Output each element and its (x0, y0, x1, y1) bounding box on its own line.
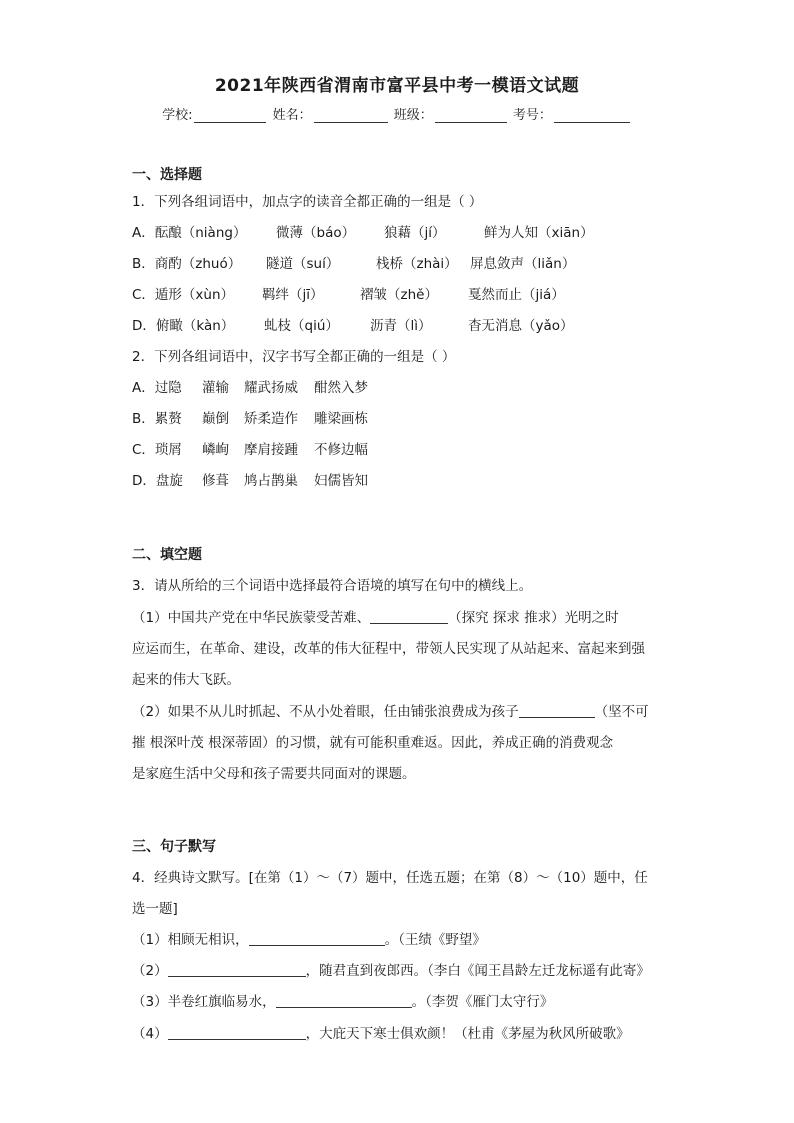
class-label: 班级： (393, 108, 433, 123)
exam-no-blank[interactable] (554, 108, 630, 123)
q4-item-2: （2） ，随君直到夜郎西。（李白《闻王昌龄左迁龙标遥有此寄》 (132, 963, 650, 979)
q4-item-3-blank[interactable] (276, 993, 412, 1008)
q3-part2-line2: 摧 根深叶茂 根深蒂固）的习惯，就有可能积重难返。因此，养成正确的消费观念 (132, 735, 614, 751)
question-2-stem: 2．下列各组词语中，汉字书写全都正确的一组是（ ） (132, 349, 456, 365)
q4-item-3: （3）半卷红旗临易水， 。（李贺《雁门太守行》 (132, 994, 554, 1010)
name-label: 姓名： (272, 108, 312, 123)
question-4-line2: 选一题] (132, 901, 178, 917)
q1-option-d[interactable]: D．俯瞰（kàn） 虬枝（qiú） 沥青（lì） 杳无消息（yǎo） (132, 318, 574, 334)
student-info-row (0, 104, 794, 123)
q1-option-b[interactable]: B．商酌（zhuó） 隧道（suí） 栈桥（zhài） 屏息敛声（liǎn） (132, 256, 576, 272)
q4-item-4: （4） ，大庇天下寒士俱欢颜！（杜甫《茅屋为秋风所破歌》 (132, 1026, 630, 1042)
school-blank[interactable] (194, 108, 266, 123)
section-heading-fill: 二、填空题 (132, 547, 202, 563)
q3-part2-blank[interactable] (519, 703, 595, 718)
exam-no-label: 考号： (512, 108, 552, 123)
question-3-stem: 3．请从所给的三个词语中选择最符合语境的填写在句中的横线上。 (132, 578, 533, 594)
q2-option-d[interactable]: D．盘旋 修葺 鸠占鹊巢 妇儒皆知 (132, 473, 368, 489)
q3-part1-line1: （1）中国共产党在中华民族蒙受苦难、 （探究 探求 推求）光明之时 (132, 610, 619, 626)
section-heading-recite: 三、句子默写 (132, 839, 216, 855)
q1-option-c[interactable]: C．遁形（xùn） 羁绊（jī） 褶皱（zhě） 戛然而止（jiá） (132, 287, 565, 303)
q3-part1-line2: 应运而生，在革命、建设，改革的伟大征程中，带领人民实现了从站起来、富起来到强 (132, 641, 645, 657)
q4-item-1-blank[interactable] (249, 931, 385, 946)
q4-item-1: （1）相顾无相识， 。（王绩《野望》 (132, 932, 486, 948)
q3-part2-line1: （2）如果不从儿时抓起、不从小处着眼，任由铺张浪费成为孩子 （坚不可 (132, 704, 649, 720)
question-4-line1: 4．经典诗文默写。[在第（1）～（7）题中，任选五题；在第（8）～（10）题中，任 (132, 870, 648, 886)
q2-option-c[interactable]: C．琐屑 嶙峋 摩肩接踵 不修边幅 (132, 442, 368, 458)
section-heading-choice: 一、选择题 (132, 167, 202, 183)
q4-item-2-blank[interactable] (168, 962, 306, 977)
page-title: 2021年陕西省渭南市富平县中考一模语文试题 (214, 76, 580, 96)
q3-part1-blank[interactable] (370, 609, 448, 624)
name-blank[interactable] (314, 108, 388, 123)
q3-part1-line3: 起来的伟大飞跃。 (132, 672, 240, 688)
q2-option-b[interactable]: B．累赘 巅倒 矫柔造作 雕梁画栋 (132, 411, 368, 427)
q2-option-a[interactable]: A．过隐 灌输 耀武扬威 酣然入梦 (132, 380, 368, 396)
q1-option-a[interactable]: A．酝酿（niàng） 微薄（báo） 狼藉（jí） 鲜为人知（xiān） (132, 225, 594, 241)
question-1-stem: 1．下列各组词语中，加点字的读音全都正确的一组是（ ） (132, 194, 483, 210)
school-label: 学校: (162, 108, 193, 123)
class-blank[interactable] (435, 108, 507, 123)
q4-item-4-blank[interactable] (168, 1025, 306, 1040)
q3-part2-line3: 是家庭生活中父母和孩子需要共同面对的课题。 (132, 766, 416, 782)
